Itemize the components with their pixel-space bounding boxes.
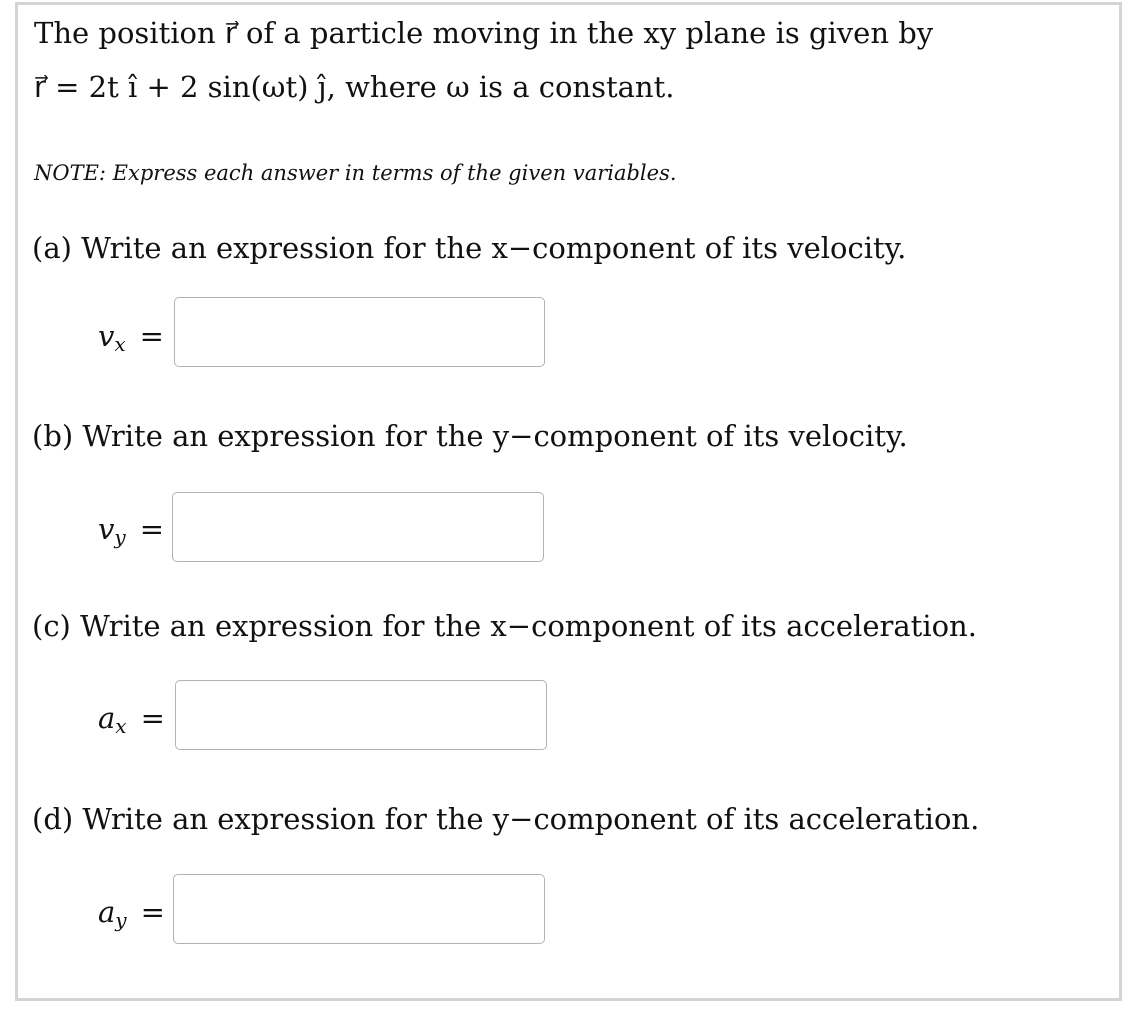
part-a-variable-label <box>98 319 164 356</box>
part-c-symbol: a <box>98 701 116 735</box>
part-d-equals: = <box>140 895 165 929</box>
part-a-equals: = <box>139 319 164 353</box>
part-b-answer-input[interactable] <box>172 492 544 562</box>
part-d-symbol: a <box>98 895 116 929</box>
part-c-prompt: (c) Write an expression for the x−component of its acceleration. <box>32 609 977 643</box>
part-d-answer-input[interactable] <box>173 874 545 944</box>
part-c-variable-label <box>98 701 165 738</box>
part-c-answer-input[interactable] <box>175 680 547 750</box>
part-b-subscript: y <box>114 525 126 549</box>
question-panel <box>15 2 1122 1001</box>
part-b-prompt: (b) Write an expression for the y−component of its velocity. <box>32 419 908 453</box>
part-a-prompt: (a) Write an expression for the x−component of its velocity. <box>32 231 907 265</box>
answer-format-note: NOTE: Express each answer in terms of the given variables. <box>34 161 677 185</box>
part-d-subscript: y <box>115 908 127 932</box>
part-b-variable-label <box>98 512 164 549</box>
part-c-subscript: x <box>115 714 127 738</box>
part-a-answer-input[interactable] <box>174 297 545 367</box>
part-a-symbol: v <box>98 319 115 353</box>
part-d-variable-label <box>98 895 165 932</box>
problem-statement-line-2: r⃗ = 2t î + 2 sin(ωt) ĵ, where ω is a constant. <box>34 70 675 104</box>
part-d-prompt: (d) Write an expression for the y−component of its acceleration. <box>32 802 980 836</box>
part-a-subscript: x <box>114 332 126 356</box>
part-b-symbol: v <box>98 512 115 546</box>
part-c-equals: = <box>140 701 165 735</box>
part-b-equals: = <box>139 512 165 546</box>
problem-statement-line-1: The position r⃗ of a particle moving in the xy plane is given by <box>34 16 934 50</box>
